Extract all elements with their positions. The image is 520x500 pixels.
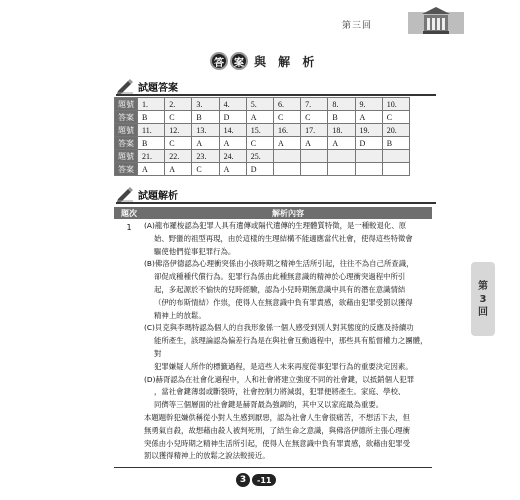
analysis-line: ，當社會鍵薄弱或斷裂時，社會控制力將減弱，犯罪便將產生。家庭、學校、 [154,387,406,397]
analysis-content [144,219,432,463]
row-label: 題號 [115,150,138,163]
answer-cell: D [355,137,382,150]
answer-cell: A [246,111,273,124]
answer-cell [328,163,355,176]
section-title: 試題解析 [138,191,178,202]
analysis-line: 犯罪嫌疑人所作的標籤過程，是這些人未來再度從事犯罪行為的重要決定因素。 [154,361,413,371]
question-number-cell: 7. [301,98,328,111]
answers-section-header [116,78,436,96]
answer-cell: A [165,163,192,176]
question-number-cell: 5. [246,98,273,111]
analysis-line: 始、野蠻的祖型再現，由於這樣的生理結構不能適應當代社會，使得這些特徵會 [154,233,413,243]
side-tab-char: 3 [479,293,487,305]
question-number-cell [355,150,382,163]
building-icon [408,6,464,34]
answer-cell: C [192,163,219,176]
page-title [210,50,318,72]
pencil-icon [116,78,134,94]
page-number-chapter: 3 [236,473,250,487]
question-number-cell: 25. [246,150,273,163]
column-header-content: 解析內容 [272,208,304,218]
question-number-cell: 23. [192,150,219,163]
answer-cell: C [165,111,192,124]
analysis-line: (B)佛洛伊德認為心理衝突係由小孩時期之精神生活所引起，往往不為自己所查識， [144,259,414,269]
answer-cell: A [355,111,382,124]
question-number: 1 [126,223,132,232]
answer-cell: A [192,137,219,150]
answer-cell: B [138,111,165,124]
badge-char: 案 [230,52,248,70]
answer-cell [355,163,382,176]
analysis-line: （伊的布斯情結）作祟，使得人在無意識中負有罪責感，欲藉由犯罪受罰以獲得 [154,297,413,307]
analysis-line: (C)貝克與李瑪特認為個人的自我形象係一個人感受到別人對其態度的反應及持續功 [144,323,414,333]
analysis-line: 無勇氣自殺，故想藉由殺人被判死刑，了結生命之意識，與佛洛伊德所主張心理衝 [144,425,411,435]
answer-cell: A [301,137,328,150]
row-label: 答案 [115,137,138,150]
row-label: 答案 [115,111,138,124]
question-number-cell: 18. [328,124,355,137]
column-header-question: 題次 [121,208,137,218]
answer-cell: A [328,137,355,150]
pencil-icon [116,186,134,202]
question-number-cell: 22. [165,150,192,163]
question-number-cell [328,150,355,163]
heading-text: 與 解 析 [254,54,319,69]
answer-table-row [115,98,410,111]
analysis-table [114,207,432,468]
question-number-cell: 20. [382,124,409,137]
answer-cell [301,163,328,176]
question-number-cell: 8. [328,98,355,111]
answer-cell [273,163,300,176]
section-title: 試題答案 [138,83,178,94]
answer-cell: A [219,163,246,176]
side-tab-char: 第 [478,280,488,292]
answer-cell: B [328,111,355,124]
side-tab-char: 回 [478,306,488,318]
answer-cell: C [382,111,409,124]
answer-table-row [115,124,410,137]
answer-table-row [115,163,410,176]
analysis-line: (D)赫胥認為在社會化過程中，人和社會將建立強度不同的社會鍵，以抵銷個人犯罪 [144,374,415,384]
answer-cell: B [138,137,165,150]
question-number-cell: 17. [301,124,328,137]
heading-badge [210,52,248,70]
question-number-cell: 4. [219,98,246,111]
analysis-section-header [116,186,436,204]
row-label: 題號 [115,98,138,111]
analysis-line: 突係由小兒時期之精神生活所引起，使得人在無意識中負有罪責感，欲藉由犯罪受 [144,438,411,448]
question-number-cell: 11. [138,124,165,137]
question-number-cell: 19. [355,124,382,137]
answer-cell: C [273,111,300,124]
analysis-line: (A)龍布羅梭認為犯罪人具有遺傳或隔代遺傳的生理體質特徵，是一種較退化、原 [144,221,407,230]
answer-cell: B [382,137,409,150]
answer-cell: C [301,111,328,124]
question-number-cell: 3. [192,98,219,111]
row-label: 題號 [115,124,138,137]
question-number-cell: 12. [165,124,192,137]
question-number-cell [273,150,300,163]
question-number-cell: 14. [219,124,246,137]
question-number-cell: 9. [355,98,382,111]
answer-table-row [115,150,410,163]
question-number-cell: 13. [192,124,219,137]
analysis-line: 罰以獲得精神上的放鬆之說法較接近。 [144,451,270,461]
analysis-line: 卻促成種種代償行為。犯罪行為係由此種無意識的精神於心理衝突過程中所引 [154,272,406,282]
round-label: 第三回 [342,21,373,31]
question-number-cell [301,150,328,163]
badge-char: 答 [210,52,228,70]
question-number-cell [382,150,409,163]
analysis-line: 本題題幹犯嫌供稱從小對人生感到厭惡，認為社會人生會很痛苦，不想活下去，但 [144,412,411,422]
question-number-cell: 2. [165,98,192,111]
analysis-line: 能所產生，該理論認為偏差行為是在與社會互動過程中，那些具有監督權力之團體，對 [154,336,428,358]
answer-table [114,97,410,176]
answer-table-row [115,111,410,124]
question-number-cell: 6. [273,98,300,111]
question-number-cell: 10. [382,98,409,111]
analysis-row [114,219,432,468]
answer-cell: A [219,137,246,150]
answer-cell: C [246,137,273,150]
analysis-line: 驅使他們從事犯罪行為。 [154,246,236,256]
question-number-cell: 24. [219,150,246,163]
question-number-cell: 21. [138,150,165,163]
page-number [236,473,276,487]
analysis-line: 起，多起源於不愉快的兒時經驗，認為小兒時期無意識中具有的潛在意識情結 [154,284,406,294]
answer-cell: D [219,111,246,124]
answer-cell: A [138,163,165,176]
answer-cell: D [246,163,273,176]
answer-table-row [115,137,410,150]
answer-cell: B [192,111,219,124]
analysis-line: 精神上的放鬆。 [154,310,206,320]
analysis-line: 同儕等三個層面的社會鍵是赫胥最為強調的，其中又以家庭最為重要。 [154,400,384,410]
answer-cell [382,163,409,176]
question-number-cell: 15. [246,124,273,137]
page-number-page: -11 [252,474,276,486]
question-number-cell: 1. [138,98,165,111]
row-label: 答案 [115,163,138,176]
analysis-table-header [114,207,432,219]
chapter-side-tab [471,262,495,336]
answer-cell: A [273,137,300,150]
answer-cell: C [165,137,192,150]
question-number-cell: 16. [273,124,300,137]
